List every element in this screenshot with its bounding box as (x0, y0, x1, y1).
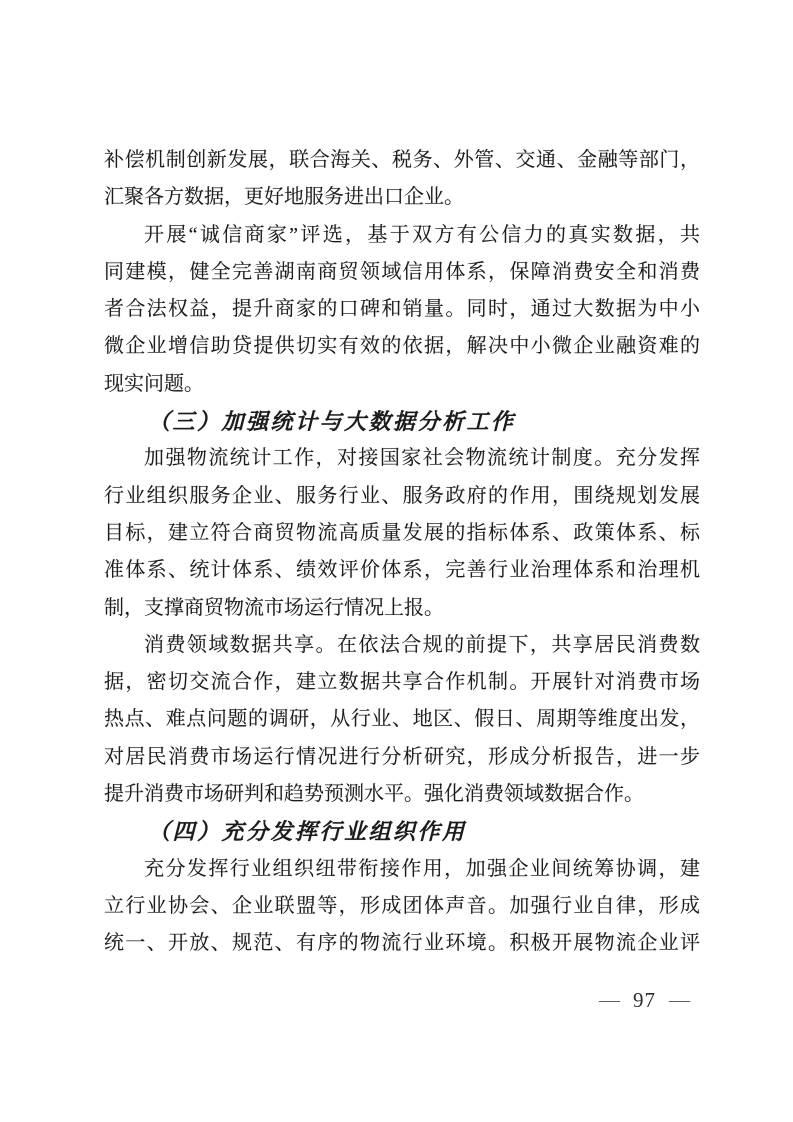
text-line: 汇聚各方数据，更好地服务进出口企业。 (104, 186, 464, 209)
text-line: 立行业协会、企业联盟等，形成团体声音。加强行业自律，形成 (104, 894, 700, 917)
text-line: 热点、难点问题的调研，从行业、地区、假日、周期等维度出发， (104, 708, 700, 731)
paragraph (104, 851, 700, 963)
page-number: 97 (633, 988, 656, 1012)
text-line: 现实问题。 (104, 372, 204, 395)
footer-dash-left: — (599, 989, 620, 1011)
text-line: 同建模，健全完善湖南商贸领域信用体系，保障消费安全和消费 (104, 260, 700, 283)
paragraph (104, 440, 700, 626)
page-footer (599, 988, 690, 1013)
text-line: 目标，建立符合商贸物流高质量发展的指标体系、政策体系、标 (104, 521, 700, 544)
section-heading (104, 403, 700, 440)
paragraph (104, 217, 700, 403)
text-line: 加强物流统计工作，对接国家社会物流统计制度。充分发挥 (144, 447, 700, 470)
text-line: 制，支撑商贸物流市场运行情况上报。 (104, 596, 444, 619)
text-line: 补偿机制创新发展，联合海关、税务、外管、交通、金融等部门， (104, 149, 700, 171)
footer-dash-right: — (669, 989, 690, 1011)
heading-line: （四）充分发挥行业组织作用 (148, 819, 467, 845)
paragraph (104, 142, 700, 217)
document-body (104, 142, 700, 963)
text-line: 据，密切交流合作，建立数据共享合作机制。开展针对消费市场 (104, 671, 700, 694)
paragraph (104, 627, 700, 813)
text-line: 对居民消费市场运行情况进行分析研究，形成分析报告，进一步 (104, 745, 700, 768)
section-heading (104, 813, 700, 850)
text-line: 提升消费市场研判和趋势预测水平。强化消费领域数据合作。 (104, 783, 644, 806)
text-line: 微企业增信助贷提供切实有效的依据，解决中小微企业融资难的 (104, 335, 700, 358)
text-line: 开展“诚信商家”评选，基于双方有公信力的真实数据，共 (144, 223, 700, 246)
text-line: 充分发挥行业组织纽带衔接作用，加强企业间统筹协调，建 (144, 857, 700, 880)
heading-line: （三）加强统计与大数据分析工作 (148, 409, 516, 435)
text-line: 消费领域数据共享。在依法合规的前提下，共享居民消费数 (144, 633, 700, 656)
text-line: 准体系、统计体系、绩效评价体系，完善行业治理体系和治理机 (104, 559, 700, 582)
text-line: 统一、开放、规范、有序的物流行业环境。积极开展物流企业评 (104, 932, 700, 955)
text-line: 者合法权益，提升商家的口碑和销量。同时，通过大数据为中小 (104, 298, 700, 321)
text-line: 行业组织服务企业、服务行业、服务政府的作用，围绕规划发展 (104, 484, 700, 507)
